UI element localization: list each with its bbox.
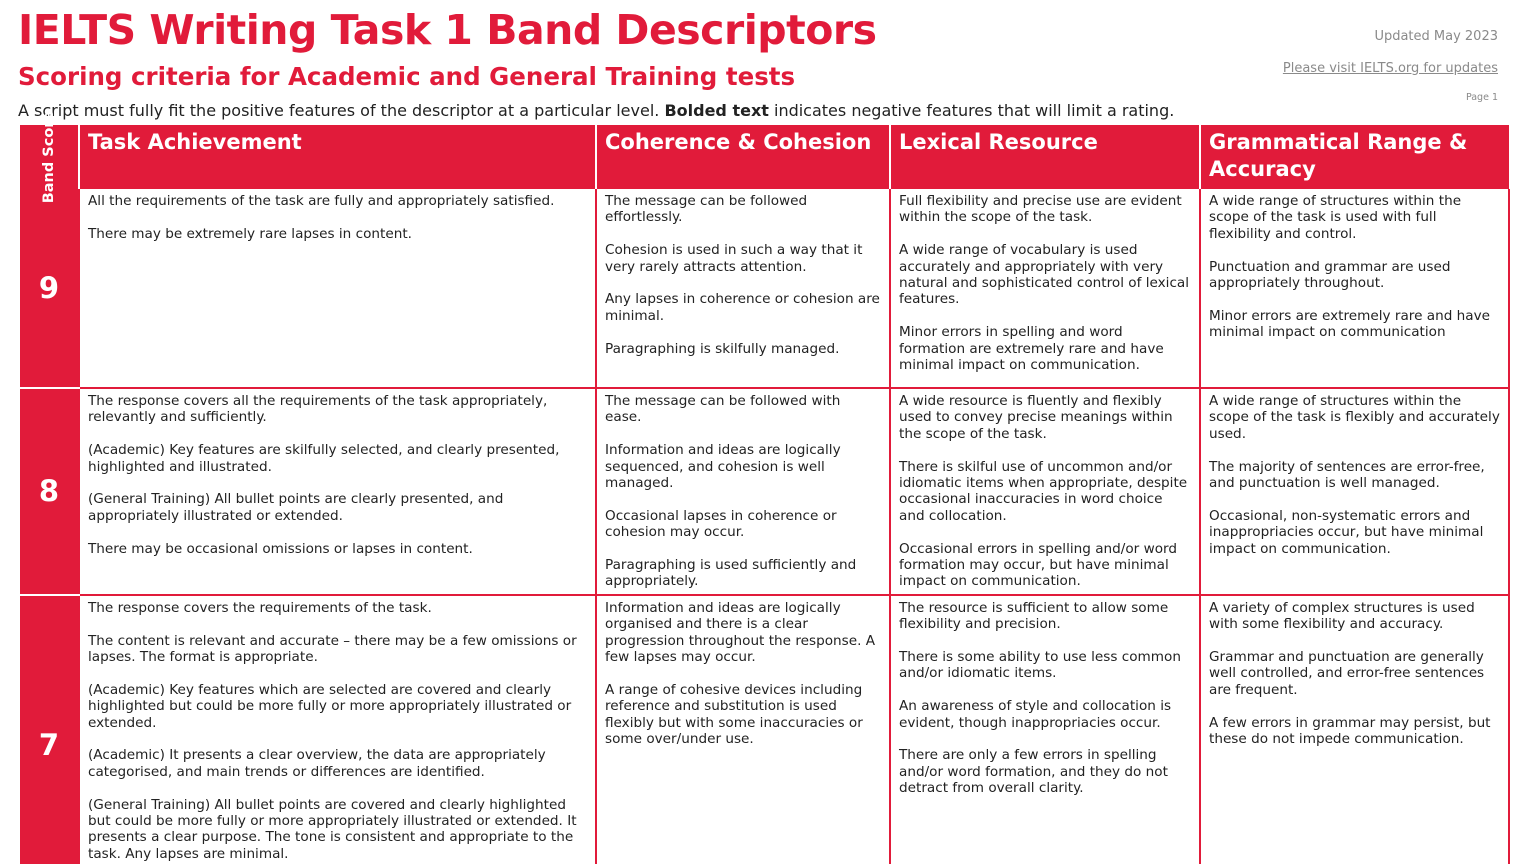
descriptor-cell-task-achievement xyxy=(79,595,596,864)
descriptor-text: Paragraphing is used sufficiently and appropriately. xyxy=(605,557,857,590)
descriptor-text: Occasional errors in spelling and/or word formation may occur, but have minimal impact on communication. xyxy=(899,540,1177,590)
table-header-row xyxy=(20,125,1509,189)
descriptor-text: There are only a few errors in spelling and/or word formation, and they do not detract from overall clarity. xyxy=(899,747,1168,797)
intro-text xyxy=(18,99,1174,123)
descriptor-text: The message can be followed effortlessly. xyxy=(605,193,808,226)
column-header-coherence-cohesion: Coherence & Cohesion xyxy=(596,125,890,189)
descriptor-text: Occasional lapses in coherence or cohesion may occur. xyxy=(605,507,837,541)
page-title: IELTS Writing Task 1 Band Descriptors xyxy=(18,6,877,54)
descriptor-cell-task-achievement xyxy=(79,388,596,595)
descriptor-text: Information and ideas are logically organised and there is a clear progression throughout the response. A few lapses may occur. xyxy=(605,599,876,666)
descriptor-cell-grammatical-range xyxy=(1200,595,1509,864)
descriptor-text: The response covers all the requirements of the task appropriately, relevantly and sufficiently. xyxy=(88,393,548,426)
descriptor-text: (Academic) Key features are skilfully selected, and clearly presented, highlighted and illustrated. xyxy=(88,442,560,475)
descriptor-text: Information and ideas are logically sequenced, and cohesion is well managed. xyxy=(605,442,841,492)
descriptor-text: A wide resource is fluently and flexibly used to convey precise meanings within the scope of the task. xyxy=(899,393,1173,442)
descriptor-text: (Academic) Key features which are selected are covered and clearly highlighted but could be more fully or more appropriately illustrated or extended. xyxy=(88,681,572,731)
descriptor-cell-task-achievement xyxy=(79,189,596,388)
descriptor-text: There may be occasional omissions or lapses in content. xyxy=(88,540,473,557)
table-row xyxy=(20,388,1509,595)
descriptor-text: Any lapses in coherence or cohesion are minimal. xyxy=(605,291,880,324)
intro-text-start: A script must fully fit the positive features of the descriptor at a particular level. xyxy=(18,101,665,120)
descriptor-text: Punctuation and grammar are used appropriately throughout. xyxy=(1209,258,1451,292)
descriptor-cell-grammatical-range xyxy=(1200,189,1509,388)
descriptor-text: (General Training) All bullet points are covered and clearly highlighted but could be more fully or more appropriately illustrated or extended. It presents a clear purpose. The tone is consistent and appropriate to the task. Any lapses are minimal. xyxy=(88,796,577,862)
descriptor-text: A variety of complex structures is used with some flexibility and accuracy. xyxy=(1209,599,1475,633)
descriptor-text: (Academic) It presents a clear overview, the data are appropriately categorised, and main trends or differences are identified. xyxy=(88,747,546,780)
descriptor-text: The majority of sentences are error-free, and punctuation is well managed. xyxy=(1209,458,1485,492)
descriptor-text: There may be extremely rare lapses in content. xyxy=(88,225,412,242)
descriptor-text: The resource is sufficient to allow some flexibility and precision. xyxy=(899,599,1169,633)
visit-link[interactable]: Please visit IELTS.org for updates xyxy=(1282,61,1498,76)
descriptor-cell-grammatical-range xyxy=(1200,388,1509,595)
descriptor-text: There is skilful use of uncommon and/or idiomatic items when appropriate, despite occasional inaccuracies in word choice and collocation. xyxy=(899,458,1188,524)
intro-text-end: indicates negative features that will limit a rating. xyxy=(768,101,1175,120)
descriptor-text: The response covers the requirements of the task. xyxy=(88,599,432,616)
descriptor-text: Cohesion is used in such a way that it very rarely attracts attention. xyxy=(605,242,863,275)
descriptor-text: All the requirements of the task are fully and appropriately satisfied. xyxy=(88,193,555,209)
descriptor-text: The content is relevant and accurate – there may be a few omissions or lapses. The format is appropriate. xyxy=(88,632,577,666)
descriptor-text: The message can be followed with ease. xyxy=(605,393,841,426)
descriptor-text: An awareness of style and collocation is evident, though inappropriacies occur. xyxy=(899,698,1172,731)
band-score-cell: 7 xyxy=(20,595,79,864)
updated-date: Updated May 2023 xyxy=(1374,29,1498,44)
intro-text-bold: Bolded text xyxy=(664,101,769,120)
band-score-header-label: Band Score xyxy=(41,110,57,204)
page-number: Page 1 xyxy=(1465,92,1498,103)
descriptor-text: Minor errors are extremely rare and have minimal impact on communication xyxy=(1209,307,1491,341)
band-score-header xyxy=(20,110,79,204)
descriptor-text: A wide range of structures within the scope of the task is flexibly and accurately used. xyxy=(1209,393,1500,442)
descriptor-cell-lexical-resource xyxy=(890,595,1200,864)
band-score-cell: 9 xyxy=(20,189,79,388)
descriptor-text: Occasional, non-systematic errors and inappropriacies occur, but have minimal impact on communication. xyxy=(1209,507,1484,557)
descriptor-cell-lexical-resource xyxy=(890,189,1200,388)
descriptor-cell-coherence-cohesion xyxy=(596,388,890,595)
descriptor-text: A range of cohesive devices including reference and substitution is used flexibly but with some inaccuracies or some over/under use. xyxy=(605,681,863,748)
table-row xyxy=(20,595,1509,864)
page-subtitle: Scoring criteria for Academic and General Training tests xyxy=(18,62,796,91)
table-row xyxy=(20,189,1509,388)
column-header-lexical-resource: Lexical Resource xyxy=(890,125,1200,189)
descriptor-text: A few errors in grammar may persist, but these do not impede communication. xyxy=(1209,714,1491,748)
descriptor-text: Paragraphing is skilfully managed. xyxy=(605,340,840,357)
descriptor-cell-lexical-resource xyxy=(890,388,1200,595)
column-header-task-achievement: Task Achievement xyxy=(79,125,596,189)
band-score-cell: 8 xyxy=(20,388,79,595)
descriptor-text: There is some ability to use less common and/or idiomatic items. xyxy=(899,649,1181,682)
table-body xyxy=(20,189,1509,864)
descriptor-text: Grammar and punctuation are generally well controlled, and error-free sentences are frequent. xyxy=(1209,649,1485,698)
descriptor-cell-coherence-cohesion xyxy=(596,189,890,388)
descriptor-text: (General Training) All bullet points are clearly presented, and appropriately illustrated or extended. xyxy=(88,491,504,524)
descriptor-cell-coherence-cohesion xyxy=(596,595,890,864)
descriptor-text: A wide range of structures within the scope of the task is used with full flexibility and control. xyxy=(1209,193,1462,242)
descriptor-text: Full flexibility and precise use are evident within the scope of the task. xyxy=(899,193,1182,226)
descriptor-text: Minor errors in spelling and word formation are extremely rare and have minimal impact on communication. xyxy=(899,324,1164,374)
descriptor-text: A wide range of vocabulary is used accurately and appropriately with very natural and sophisticated control of lexical features. xyxy=(899,242,1190,308)
column-header-grammatical-range: Grammatical Range & Accuracy xyxy=(1200,125,1509,189)
